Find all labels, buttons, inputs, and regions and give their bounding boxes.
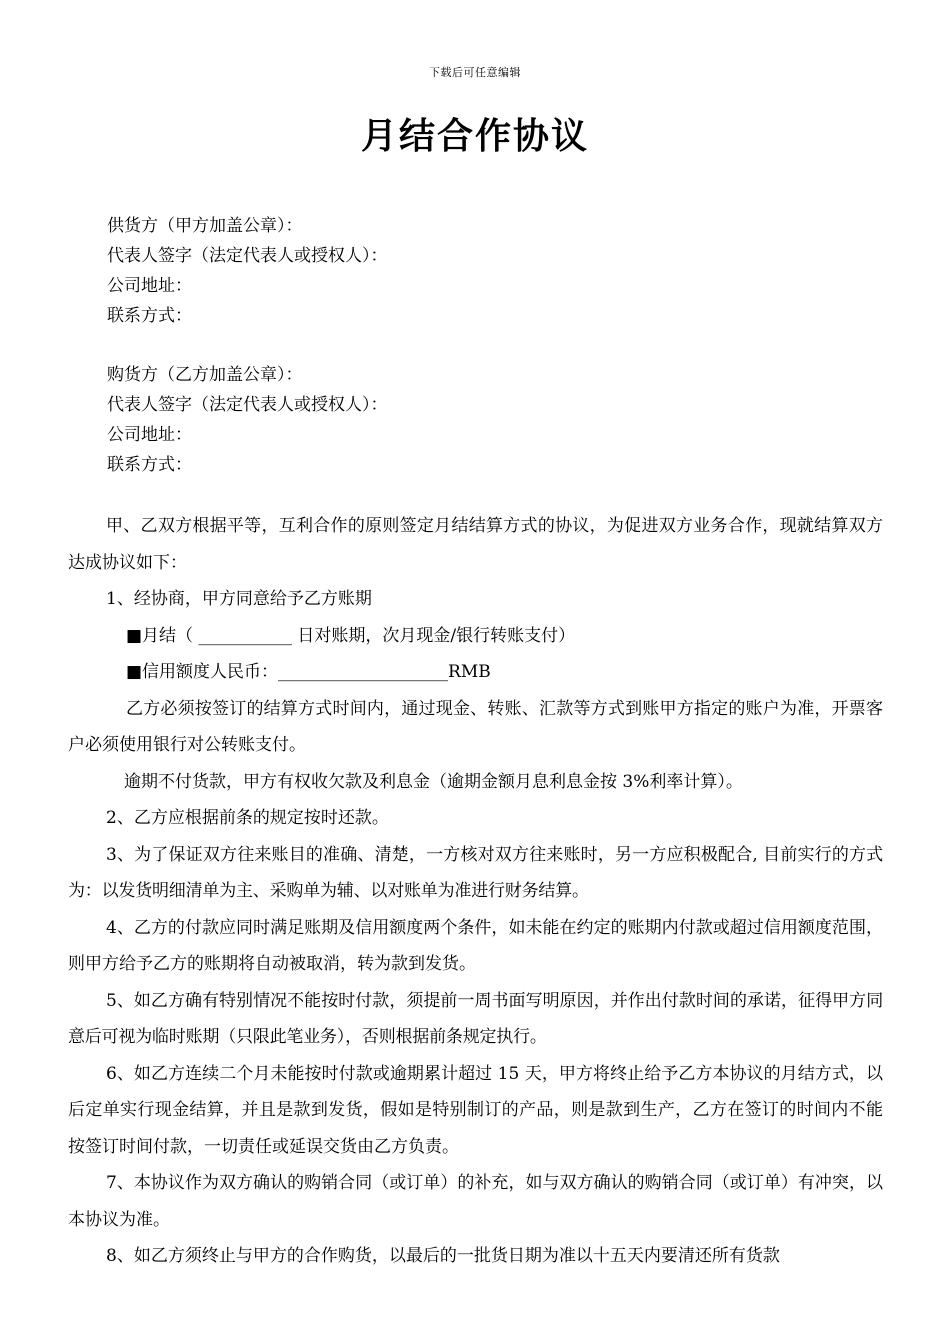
intro-paragraph: 甲、乙双方根据平等，互利合作的原则签定月结结算方式的协议，为促进双方业务合作，现就结算双方达成协议如下： xyxy=(68,516,883,573)
buyer-contact-label: 联系方式： xyxy=(107,455,192,475)
buyer-name-label: 购货方（乙方加盖公章）： xyxy=(107,365,303,385)
supplier-name-label: 供货方（甲方加盖公章）： xyxy=(107,216,303,236)
header-note: 下载后可任意编辑 xyxy=(429,66,521,79)
supplier-contact-label: 联系方式： xyxy=(107,306,192,326)
clause-1: 1、经协商，甲方同意给予乙方账期 xyxy=(106,589,372,609)
clause-2: 2、乙方应根据前条的规定按时还款。 xyxy=(106,808,389,828)
buyer-block xyxy=(107,360,388,480)
document-title: 月结合作协议 xyxy=(360,115,589,157)
clause-8: 8、如乙方须终止与甲方的合作购货，以最后的一批货日期为准以十五天内要清还所有货款 xyxy=(106,1246,780,1266)
clause-7: 7、本协议作为双方确认的购销合同（或订单）的补充，如与双方确认的购销合同（或订单）有冲突，以本协议为准。 xyxy=(68,1173,883,1230)
clause-4: 4、乙方的付款应同时满足账期及信用额度两个条件，如未能在约定的账期内付款或超过信用额度范围，则甲方给予乙方的账期将自动被取消，转为款到发货。 xyxy=(68,917,883,974)
supplier-address-label: 公司地址： xyxy=(107,276,192,296)
agreement-body xyxy=(68,508,883,1275)
buyer-rep-label: 代表人签字（法定代表人或授权人）： xyxy=(107,395,388,415)
clause-6: 6、如乙方连续二个月未能按时付款或逾期累计超过 15 天，甲方将终止给予乙方本协议的月结方式，以后定单实行现金结算，并且是款到发货，假如是特别制订的产品，则是款到生产，乙方在签订的时间内不能按签订时间付款，一切责任或延误交货由乙方负责。 xyxy=(68,1063,883,1157)
clause-5: 5、如乙方确有特别情况不能按时付款，须提前一周书面写明原因，并作出付款时间的承诺，征得甲方同意后可视为临时账期（只限此笔业务），否则根据前条规定执行。 xyxy=(68,990,883,1047)
supplier-rep-label: 代表人签字（法定代表人或授权人）： xyxy=(107,246,388,266)
overdue-note: 逾期不付货款，甲方有权收欠款及利息金（逾期金额月息利息金按 3%利率计算）。 xyxy=(124,771,743,792)
clause-3: 3、为了保证双方往来账目的准确、清楚，一方核对双方往来账时，另一方应积极配合, 目前实行的方式为：以发货明细清单为主、采购单为辅、以对账单为准进行财务结算。 xyxy=(68,844,883,901)
clause-1-note: 乙方必须按签订的结算方式时间内，通过现金、转账、汇款等方式到账甲方指定的账户为准，开票客户必须使用银行对公转账支付。 xyxy=(68,698,883,755)
option-credit: ■信用额度人民币：____________________RMB xyxy=(126,662,491,682)
buyer-address-label: 公司地址： xyxy=(107,425,192,445)
supplier-block xyxy=(107,211,388,331)
option-monthly: ■月结（ ___________ 日对账期，次月现金/银行转账支付） xyxy=(126,625,576,646)
